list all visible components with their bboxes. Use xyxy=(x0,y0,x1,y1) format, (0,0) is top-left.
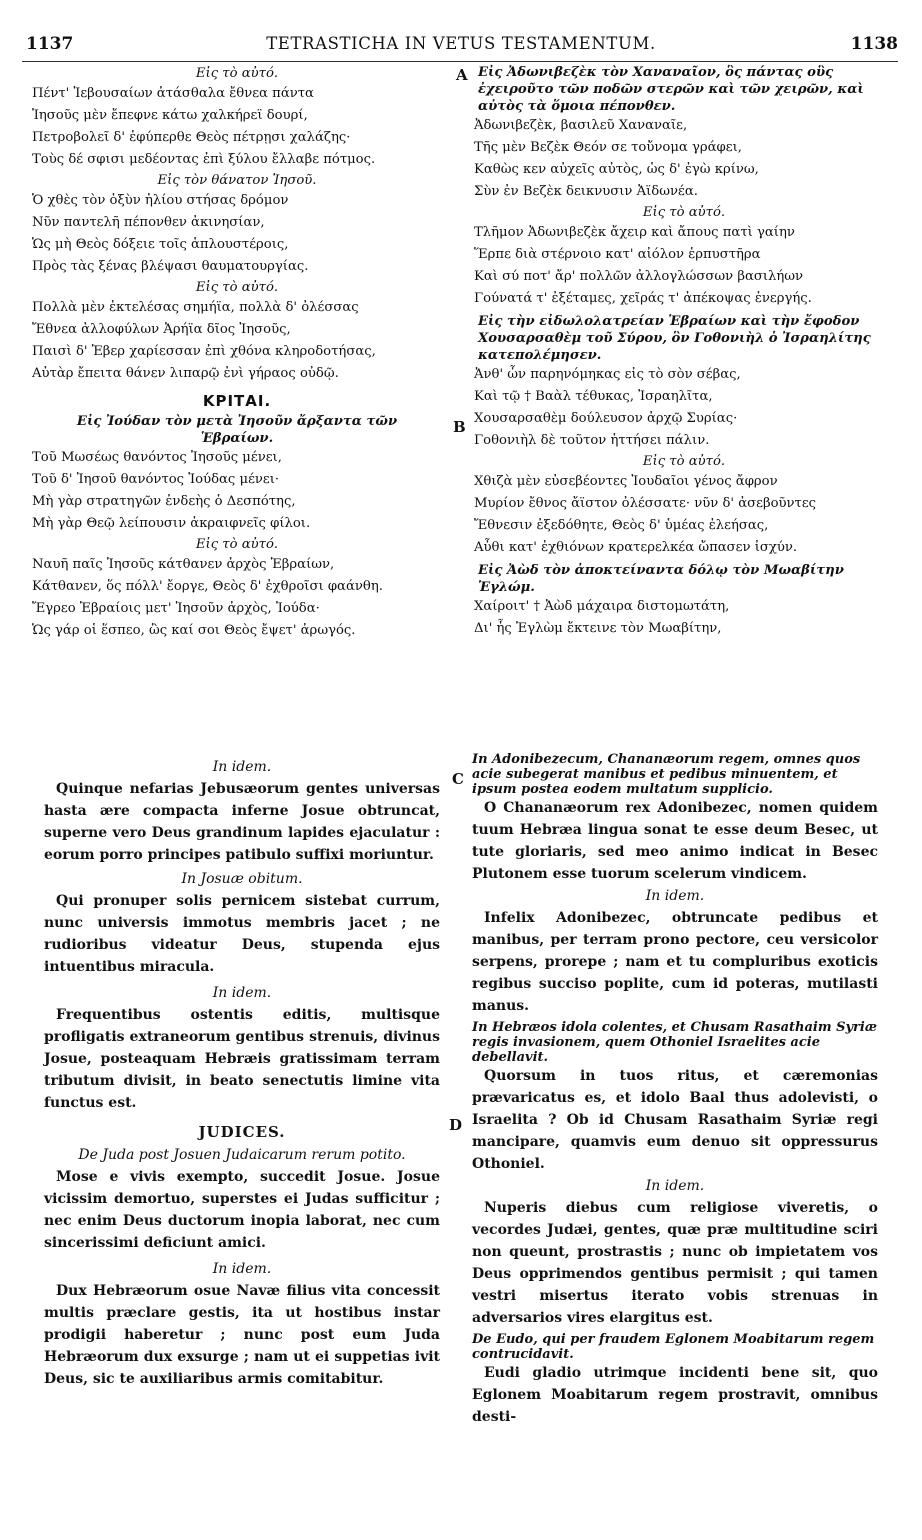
latin-paragraph: Nuperis diebus cum religiose viveretis, o vecordes Judæi, gentes, quæ præ multitudine sciri non queunt, prostrastis ; nunc ob impietatem vos Deus opprimendos gentibus permisit ; qui tamen vestri misertus iterato vobis strenuas in adversarios vires elargitus est. xyxy=(472,1200,878,1326)
latin-heading: In idem. xyxy=(645,888,705,904)
latin-heading: De Juda post Josuen Judaicarum rerum potito. xyxy=(78,1147,406,1163)
greek-verse-line: Πετροβολεῖ δ' ἐφύπερθε Θεὸς πέτρῃσι χαλάζης· xyxy=(32,130,351,145)
greek-heading: Εἰς τὸ αὐτό. xyxy=(195,280,279,295)
latin-subject-heading: In Adonibezecum, Chananæorum regem, omnes quos acie subegerat manibus et pedibus minuentem, et ipsum postea eodem multatum supplicio. xyxy=(472,752,861,797)
greek-verse-line: Χαίροιτ' † Ἀὼδ μάχαιρα διστομωτάτη, xyxy=(474,599,730,614)
section-title-greek: ΚΡΙΤΑΙ. xyxy=(202,392,272,410)
greek-heading: Εἰς τὸ αὐτό. xyxy=(195,537,279,552)
latin-heading: In idem. xyxy=(212,759,272,775)
greek-verse-line: Πέντ' Ἰεβουσαίων ἀτάσθαλα ἔθνεα πάντα xyxy=(32,86,314,101)
greek-verse-line: Γούνατά τ' ἐξέταμες, χεῖράς τ' ἀπέκοψας ἐνεργής. xyxy=(474,291,812,306)
latin-heading: In idem. xyxy=(212,985,272,1001)
greek-subject-heading: Εἰς Ἀδωνιβεζὲκ τὸν Χαναναῖον, ὃς πάντας οὓς ἐχειροῦτο τῶν ποδῶν στερῶν καὶ τῶν χειρῶν, καὶ αὐτὸς τὰ ὅμοια πέπονθεν. xyxy=(478,65,864,114)
margin-marker-b: B xyxy=(453,418,466,436)
greek-verse-line: Αὐτὰρ ἔπειτα θάνεν λιπαρῷ ἐνὶ γήραος οὐδῷ. xyxy=(32,366,339,381)
greek-verse-line: Ἔγρεο Ἑβραίοις μετ' Ἰησοῦν ἀρχὸς, Ἰούδα· xyxy=(32,601,320,616)
greek-heading: Εἰς τὸ αὐτό. xyxy=(642,454,726,469)
right-latin-column xyxy=(472,752,878,1428)
left-greek-column xyxy=(32,64,442,642)
greek-verse-line: Πολλὰ μὲν ἐκτελέσας σημήϊα, πολλὰ δ' ὀλέσσας xyxy=(32,300,359,315)
greek-verse-line: Ὡς γάρ οἱ ἕσπεο, ὣς καί σοι Θεὸς ἔψετ' ἀρωγός. xyxy=(32,623,356,638)
greek-verse-line: Νῦν παντελῆ πέπονθεν ἀκινησίαν, xyxy=(32,215,265,230)
running-title: TETRASTICHA IN VETUS TESTAMENTUM. xyxy=(266,34,656,53)
greek-subject-heading: Εἰς Ἰούδαν τὸν μετὰ Ἰησοῦν ἄρξαντα τῶν Ἑβραίων. xyxy=(76,414,398,446)
greek-verse-line: Καὶ σύ ποτ' ἄρ' πολλῶν ἀλλογλώσσων βασιλήων xyxy=(474,269,804,284)
latin-paragraph: O Chananæorum rex Adonibezec, nomen quidem tuum Hebræa lingua sonat te esse deum Besec, ut tute gloriaris, sed meo animo indicat in Besec Plutonem esse tuorum scelerum vindicem. xyxy=(472,800,878,882)
greek-verse-line: Ὡς μὴ Θεὸς δόξειε τοῖς ἁπλουστέροις, xyxy=(32,237,289,252)
greek-verse-line: Καὶ τῷ † Βαὰλ τέθυκας, Ἰσραηλῖτα, xyxy=(474,389,713,404)
greek-verse-line: Μὴ γὰρ στρατηγῶν ἐνδεὴς ὁ Δεσπότης, xyxy=(32,494,296,509)
greek-subject-heading: Εἰς τὴν εἰδωλολατρείαν Ἑβραίων καὶ τὴν ἔφοδον Χουσαρσαθὲμ τοῦ Σύρου, ὃν Γοθονιὴλ ὁ Ἰσραηλίτης κατεπολέμησεν. xyxy=(478,314,871,363)
latin-paragraph: Quinque nefarias Jebusæorum gentes universas hasta ære compacta inferne Josue obtruncat, superne vero Deus grandinum lapides ejaculatur : eorum porro principes patibulo suffixi moriuntur. xyxy=(44,781,440,863)
greek-verse-line: Ἀδωνιβεζὲκ, βασιλεῦ Χαναναῖε, xyxy=(474,118,688,133)
latin-paragraph: Frequentibus ostentis editis, multisque profligatis extraneorum gentibus strenuis, divinus Josue, posteaquam Hebræis gratissimam terram tributum divisit, in beato senectutis limine vita functus est. xyxy=(44,1007,440,1111)
greek-verse-line: Τοὺς δέ σφισι μεδέοντας ἐπὶ ξύλου ἔλλαβε πότμος. xyxy=(32,152,376,167)
greek-verse-line: Αὖθι κατ' ἐχθιόνων κρατερελκέα ὤπασεν ἰσχύν. xyxy=(474,540,798,555)
greek-verse-line: Ἰησοῦς μὲν ἔπεφνε κάτω χαλκήρεϊ δουρί, xyxy=(32,108,308,123)
latin-paragraph: Mose e vivis exempto, succedit Josue. Josue vicissim demortuo, superstes ei Judas sufficitur ; nec enim Deus ductorum inopia laborat, nec cum sincerissimi deficiunt amici. xyxy=(44,1169,440,1251)
greek-verse-line: Ἕρπε διὰ στέρνοιο κατ' αἰόλον ἑρπυστῆρα xyxy=(474,247,761,262)
left-latin-column xyxy=(44,756,440,1390)
latin-heading: In idem. xyxy=(212,1261,272,1277)
page-number-right: 1138 xyxy=(850,34,898,54)
latin-paragraph: Qui pronuper solis pernicem sistebat currum, nunc universis immotus membris jacet ; ne rudioribus videatur Deus, stupenda ejus intuentibus miracula. xyxy=(44,893,440,975)
greek-verse-line: Χθιζὰ μὲν εὐσεβέοντες Ἰουδαῖοι γένος ἄφρον xyxy=(474,474,778,489)
latin-paragraph: Eudi gladio utrimque incidenti bene sit, quo Eglonem Moabitarum regem prostravit, omnibus desti- xyxy=(472,1365,878,1425)
section-title-latin: JUDICES. xyxy=(198,1123,286,1141)
greek-verse-line: Τλῆμον Ἀδωνιβεζὲκ ἄχειρ καὶ ἄπους πατὶ γαίην xyxy=(474,225,795,240)
latin-paragraph: Infelix Adonibezec, obtruncate pedibus et manibus, per terram prono pectore, ceu versicolor serpens, prorepe ; nam et tu compluribus exoticis regibus succiso poplite, cum id poteras, mutilasti manus. xyxy=(472,910,878,1014)
latin-heading: In idem. xyxy=(645,1178,705,1194)
header-rule xyxy=(22,61,898,62)
greek-verse-line: Τοῦ Μωσέως θανόντος Ἰησοῦς μένει, xyxy=(32,450,282,465)
latin-subject-heading: In Hebræos idola colentes, et Chusam Rasathaim Syriæ regis invasionem, quem Othoniel Israelites acie debellavit. xyxy=(472,1020,877,1065)
greek-verse-line: Πρὸς τὰς ξένας βλέψασι θαυματουργίας. xyxy=(32,259,309,274)
greek-verse-line: Τῆς μὲν Βεζὲκ Θεόν σε τοὔνομα γράφει, xyxy=(474,140,742,155)
latin-subject-heading: De Eudo, qui per fraudem Eglonem Moabitarum regem contrucidavit. xyxy=(472,1332,875,1362)
greek-verse-line: Χουσαρσαθὲμ δούλευσον ἀρχῷ Συρίας· xyxy=(474,411,738,426)
greek-subject-heading: Εἰς Ἀὼδ τὸν ἀποκτείναντα δόλῳ τὸν Μωαβίτην Ἐγλώμ. xyxy=(478,563,844,595)
greek-verse-line: Ὁ χθὲς τὸν ὀξὺν ἡλίου στήσας δρόμον xyxy=(32,193,289,208)
latin-heading: In Josuæ obitum. xyxy=(181,871,303,887)
greek-verse-line: Δι' ἧς Ἐγλὼμ ἔκτεινε τὸν Μωαβίτην, xyxy=(474,621,722,636)
greek-verse-line: Ναυῆ παῖς Ἰησοῦς κάτθανεν ἀρχὸς Ἑβραίων, xyxy=(32,557,335,572)
greek-verse-line: Μὴ γὰρ Θεῷ λείπουσιν ἀκραιφνεῖς φίλοι. xyxy=(32,516,311,531)
greek-verse-line: Καθὼς κεν αὐχεῖς αὐτὸς, ὡς δ' ἐγὼ κρίνω, xyxy=(474,162,759,177)
latin-paragraph: Quorsum in tuos ritus, et cæremonias prævaricatus es, et idolo Baal thus adolevisti, o Israelita ? Ob id Chusam Rasathaim Syriæ regi mancipare, quamvis eum denuo sit oppressurus Othoniel. xyxy=(472,1068,878,1172)
greek-verse-line: Ἔθνεα ἀλλοφύλων Ἀρήϊα δῖος Ἰησοῦς, xyxy=(32,322,291,337)
greek-verse-line: Κάτθανεν, ὅς πόλλ' ἔοργε, Θεὸς δ' ἐχθροῖσι φαάνθη. xyxy=(32,579,383,594)
greek-verse-line: Σὺν ἐν Βεζὲκ δεικνυσιν Ἀϊδωνέα. xyxy=(474,184,698,199)
margin-marker-a: A xyxy=(456,66,468,84)
greek-verse-line: Ἔθνεσιν ἐξεδόθητε, Θεὸς δ' ὑμέας ἐλεήσας, xyxy=(474,518,769,533)
greek-heading: Εἰς τὸ αὐτό. xyxy=(642,205,726,220)
greek-heading: Εἰς τὸ αὐτό. xyxy=(195,66,279,81)
greek-verse-line: Γοθονιὴλ δὲ τοῦτον ἡττήσει πάλιν. xyxy=(474,433,710,448)
latin-paragraph: Dux Hebræorum osue Navæ filius vita concessit multis præclare gestis, ita ut hostibus instar prodigii haberetur ; nunc post eum Juda Hebræorum dux exsurge ; nam ut ei suppetias ivit Deus, sic te auxiliaribus armis comitabitur. xyxy=(44,1283,440,1387)
greek-verse-line: Τοῦ δ' Ἰησοῦ θανόντος Ἰούδας μένει· xyxy=(32,472,280,487)
margin-marker-c: C xyxy=(452,770,464,788)
page-header xyxy=(0,34,922,60)
greek-heading: Εἰς τὸν θάνατον Ἰησοῦ. xyxy=(157,173,317,188)
right-greek-column xyxy=(474,64,894,640)
greek-verse-line: Μυρίον ἔθνος ἄϊστον ὀλέσσατε· νῦν δ' ἀσεβοῦντες xyxy=(474,496,817,511)
page-number-left: 1137 xyxy=(26,34,74,54)
greek-verse-line: Παισὶ δ' Ἑβερ χαρίεσσαν ἐπὶ χθόνα κληροδοτήσας, xyxy=(32,344,376,359)
margin-marker-d: D xyxy=(449,1116,463,1134)
greek-verse-line: Ἀνθ' ὧν παρηνόμηκας εἰς τὸ σὸν σέβας, xyxy=(474,367,741,382)
